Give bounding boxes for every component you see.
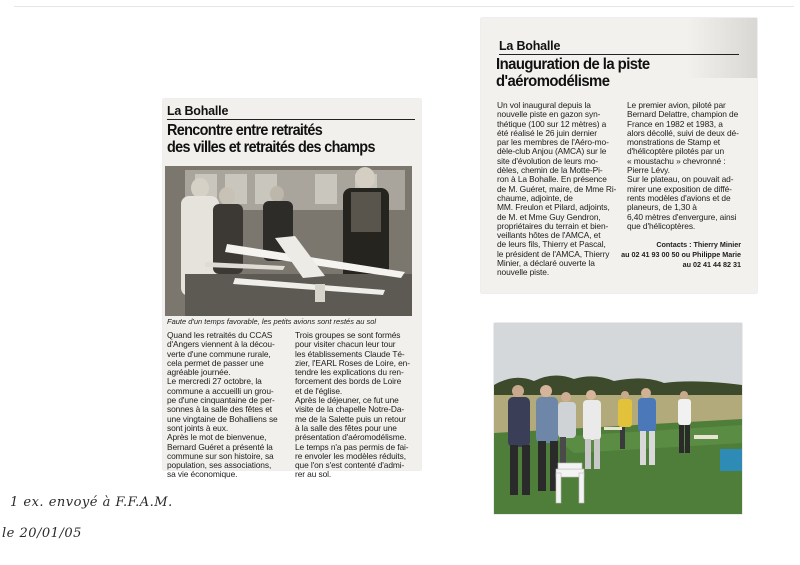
right-article-column-2 xyxy=(627,101,755,231)
left-article-photo xyxy=(165,166,412,316)
left-col1-line: pe d'une cinquantaine de per- xyxy=(167,395,275,406)
left-col1-line: commune a accueilli un grou- xyxy=(167,385,274,396)
left-col1-line: sonnes à la salle des fêtes et xyxy=(167,404,273,415)
right-col1-line: Un vol inaugural depuis la xyxy=(497,100,591,110)
right-article-section: La Bohalle xyxy=(499,39,561,53)
right-col2-line: France en 1982 et 1983, a xyxy=(627,118,723,129)
right-col2-line: alors décollé, suivi de deux dé- xyxy=(627,127,739,138)
right-col1-line: MM. Freulon et Pilard, adjoints, xyxy=(497,202,610,213)
right-col2-line: Bernard Delattre, champion de xyxy=(627,109,739,120)
left-col1-line: sa vie économique. xyxy=(167,469,238,480)
left-col2-line: rer au sol. xyxy=(295,469,332,480)
right-col1-line: Minier, a déclaré ouverte la xyxy=(497,258,595,269)
right-col2-line: d'hélicoptère pilotés par un xyxy=(627,146,725,157)
right-col2-line: rents modèles d'avions et de xyxy=(627,192,731,203)
left-photo-caption: Faute d'un temps favorable, les petits avions sont restés au sol xyxy=(167,317,377,326)
right-headline-line2: d'aéromodélisme xyxy=(496,73,610,90)
right-col2-line: Sur le plateau, on pouvait ad- xyxy=(627,174,734,185)
left-article-column-2 xyxy=(295,331,419,480)
section-rule xyxy=(167,119,415,120)
left-headline-line2: des villes et retraités des champs xyxy=(167,139,375,156)
left-col1-line: verte d'une commune rurale, xyxy=(167,348,271,359)
right-col2-line: planeurs, de 1,30 à xyxy=(627,202,697,213)
right-col1-line: nouvelle piste. xyxy=(497,267,550,278)
right-col1-line: été réalisé le 26 juin dernier xyxy=(497,127,597,138)
right-col2-line: Le premier avion, piloté par xyxy=(627,100,726,110)
left-article-section: La Bohalle xyxy=(167,104,229,118)
contacts-line1: Contacts : Thierry Minier xyxy=(656,240,741,249)
right-col1-line: de M. Guéret, maire, de Mme Ri- xyxy=(497,183,617,194)
right-col2-line: monstrations de Stamp et xyxy=(627,137,721,148)
left-col1-line: Quand les retraités du CCAS xyxy=(167,330,273,340)
left-col2-line: les établissements Claude Té- xyxy=(295,348,405,359)
left-col1-line: population, ses associations, xyxy=(167,460,272,471)
left-col1-line: Le mercredi 27 octobre, la xyxy=(167,376,262,387)
left-col1-line: cela permet de passer une xyxy=(167,357,264,368)
left-col2-line: zier, l'EARL Roses de Loire, en- xyxy=(295,357,410,368)
left-col1-line: commune sur son histoire, sa xyxy=(167,450,274,461)
left-col2-line: me de la Salette puis un retour xyxy=(295,413,406,424)
handwritten-note-line1: 1 ex. envoyé à F.F.A.M. xyxy=(10,495,173,510)
left-col2-line: re envoler les modèles réduits, xyxy=(295,450,406,461)
right-col1-line: de M. et Mme Guy Gendron, xyxy=(497,211,601,222)
left-article-headline xyxy=(167,122,400,156)
handwritten-note-date: le 20/01/05 xyxy=(2,526,82,541)
left-col2-line: forcement des bords de Loire xyxy=(295,376,402,387)
right-newspaper-clipping xyxy=(481,18,757,293)
left-col2-line: et de l'église. xyxy=(295,385,343,396)
contacts-block xyxy=(591,240,741,270)
left-col1-line: Après le mot de bienvenue, xyxy=(167,432,267,443)
right-col1-line: thétique (100 sur 12 mètres) a xyxy=(497,118,607,129)
right-col1-line: veillants hôtes de l'AMCA, et xyxy=(497,230,601,241)
right-col1-line: ron à La Bohalle. En présence xyxy=(497,174,607,185)
left-col2-line: Trois groupes se sont formés xyxy=(295,330,401,340)
right-col2-line: que d'hélicoptères. xyxy=(627,220,696,231)
left-article-column-1 xyxy=(167,331,291,480)
right-col2-line: Pierre Lévy. xyxy=(627,165,670,176)
left-col2-line: Le temps n'a pas permis de fai- xyxy=(295,441,409,452)
right-col2-line: « moustachu » chevronné : xyxy=(627,155,726,166)
left-col1-line: sont joints à eux. xyxy=(167,422,229,433)
left-col2-line: que l'on s'est contenté d'admi- xyxy=(295,460,405,471)
right-col1-line: dèles, chemin de la Motte-Pi- xyxy=(497,165,603,176)
right-article-headline xyxy=(496,56,738,90)
left-col1-line: Bernard Guéret a présenté la xyxy=(167,441,273,452)
page-top-edge xyxy=(14,6,794,7)
contacts-line3: au 02 41 44 82 31 xyxy=(682,260,741,269)
left-col1-line: agréable journée. xyxy=(167,367,231,378)
section-rule xyxy=(499,54,739,55)
left-col2-line: tendre les explications du ren- xyxy=(295,367,404,378)
left-col1-line: une vingtaine de Bohalliens se xyxy=(167,413,278,424)
left-col2-line: pour visiter chacun leur tour xyxy=(295,339,396,350)
left-col2-line: à la salle des fêtes pour une xyxy=(295,422,397,433)
right-col1-line: par les membres de l'Aéro-mo- xyxy=(497,137,609,148)
contacts-line2: au 02 41 93 00 50 ou Philippe Marie xyxy=(621,250,741,259)
left-col2-line: visite de la chapelle Notre-Da- xyxy=(295,404,405,415)
right-col1-line: site d'évolution de leurs mo- xyxy=(497,155,599,166)
right-headline-line1: Inauguration de la piste xyxy=(496,56,650,73)
right-col1-line: le président de l'AMCA, Thierry xyxy=(497,248,610,259)
right-col2-line: 6,40 mètres d'envergure, ainsi xyxy=(627,211,737,222)
right-col2-line: mirer une exposition de diffé- xyxy=(627,183,732,194)
right-col1-line: propriétaires du terrain et bien- xyxy=(497,220,609,231)
left-headline-line1: Rencontre entre retraités xyxy=(167,122,323,139)
left-col2-line: présentation d'aéromodélisme. xyxy=(295,432,407,443)
airfield-photograph xyxy=(494,323,742,514)
left-col2-line: Après le déjeuner, ce fut une xyxy=(295,395,399,406)
right-col1-line: dèle-club Anjou (AMCA) sur le xyxy=(497,146,607,157)
left-col1-line: d'Angers viennent à la décou- xyxy=(167,339,275,350)
right-col1-line: nouvelle piste en gazon syn- xyxy=(497,109,601,120)
left-newspaper-clipping xyxy=(163,99,421,480)
right-col1-line: chaume, adjointe, de xyxy=(497,192,573,203)
right-col1-line: de leurs fils, Thierry et Pascal, xyxy=(497,239,606,250)
